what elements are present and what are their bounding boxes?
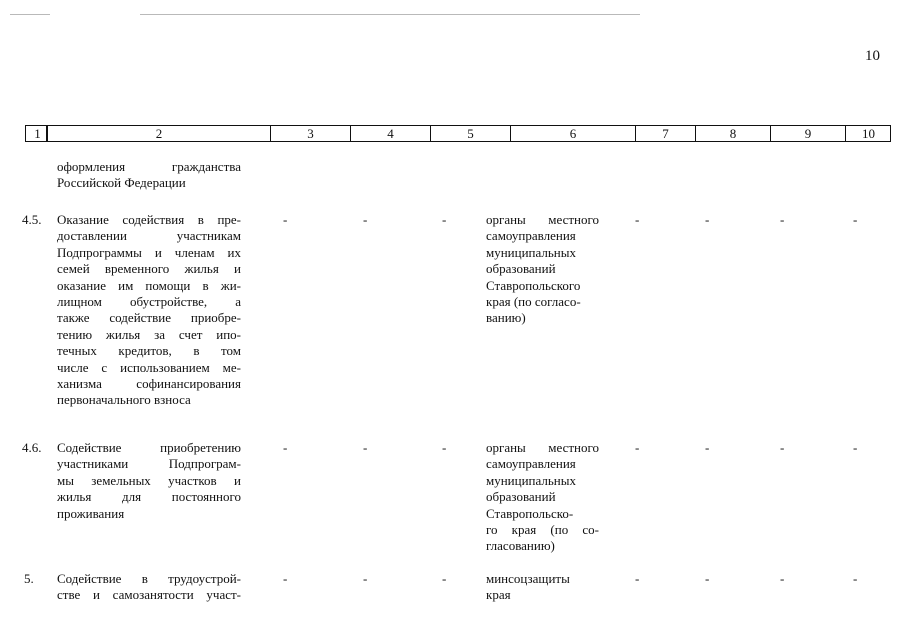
header-col-5: 5 [430,126,510,141]
org-line: гласованию) [486,538,555,554]
org-line: органы местного [486,440,599,455]
row-text-line: числе с использованием ме- [57,359,241,375]
org-line: ванию) [486,310,526,326]
row-text-line: жилья для постоянного [57,489,241,505]
table-row [57,571,241,604]
dash-col-4: - [363,440,368,455]
header-col-6: 6 [510,126,635,141]
header-col-7: 7 [635,126,695,141]
row-text-line: Содействие приобретению [57,440,241,455]
dash-col-5: - [442,212,447,227]
dash-col-7: - [635,440,640,455]
dash-col-4: - [363,212,368,227]
dash-col-10: - [853,571,858,586]
row-text-line: проживания [57,505,125,521]
dash-col-7: - [635,571,640,586]
org-responsible [486,571,599,604]
header-col-10: 10 [845,126,891,141]
table-row [57,440,241,522]
table-row [57,159,241,192]
org-line: Ставропольского [486,277,581,293]
scan-artifact-line [140,14,640,15]
row-text-line: лищном обустройстве, а [57,294,241,310]
org-line: края [486,587,511,603]
dash-col-3: - [283,571,288,586]
org-line: муниципальных [486,472,577,488]
dash-col-3: - [283,212,288,227]
dash-col-9: - [780,212,785,227]
header-col-1: 1 [25,126,49,141]
dash-col-8: - [705,212,710,227]
row-text-line: Подпрограммы и членам их [57,244,241,260]
scan-artifact-line [10,14,50,15]
row-number: 4.6. [22,440,42,455]
org-line: минсоцзащиты [486,571,570,586]
header-col-4: 4 [350,126,430,141]
org-responsible [486,440,599,555]
row-text-line: тению жилья за счет ипо- [57,326,241,342]
dash-col-10: - [853,440,858,455]
org-line: Ставропольско- [486,505,574,521]
row-text-line: участниками Подпрограм- [57,456,241,472]
org-line: самоуправления [486,456,576,472]
org-line: органы местного [486,212,599,227]
dash-col-3: - [283,440,288,455]
page-number: 10 [865,48,880,64]
header-col-3: 3 [270,126,350,141]
dash-col-5: - [442,440,447,455]
row-text-line: оказание им помощи в жи- [57,277,241,293]
row-text-line: оформления гражданства [57,159,241,174]
dash-col-9: - [780,571,785,586]
dash-col-8: - [705,440,710,455]
org-line: образований [486,261,556,277]
row-text-line: Оказание содействия в пре- [57,212,241,227]
row-text-line: мы земельных участков и [57,472,241,488]
org-responsible [486,212,599,327]
dash-col-7: - [635,212,640,227]
org-line: го края (по со- [486,522,599,538]
row-text-line: стве и самозанятости участ- [57,587,241,603]
table-header [25,125,891,142]
org-line: края (по согласо- [486,294,581,310]
row-text-line: первоначального взноса [57,392,191,408]
header-col-8: 8 [695,126,770,141]
row-number: 4.5. [22,212,42,227]
dash-col-4: - [363,571,368,586]
dash-col-5: - [442,571,447,586]
row-text-line: семей временного жилья и [57,261,241,277]
row-text-line: ханизма софинансирования [57,376,241,392]
org-line: муниципальных [486,244,577,260]
dash-col-10: - [853,212,858,227]
row-text-line: доставлении участникам [57,228,241,244]
row-text-line: Российской Федерации [57,175,186,191]
header-col-9: 9 [770,126,845,141]
org-line: образований [486,489,556,505]
dash-col-9: - [780,440,785,455]
dash-col-8: - [705,571,710,586]
table-row [57,212,241,409]
org-line: самоуправления [486,228,576,244]
row-text-line: Содействие в трудоустрой- [57,571,241,586]
row-text-line: течных кредитов, в том [57,343,241,359]
header-col-2: 2 [46,126,270,141]
row-number: 5. [24,571,34,586]
row-text-line: также содействие приобре- [57,310,241,326]
